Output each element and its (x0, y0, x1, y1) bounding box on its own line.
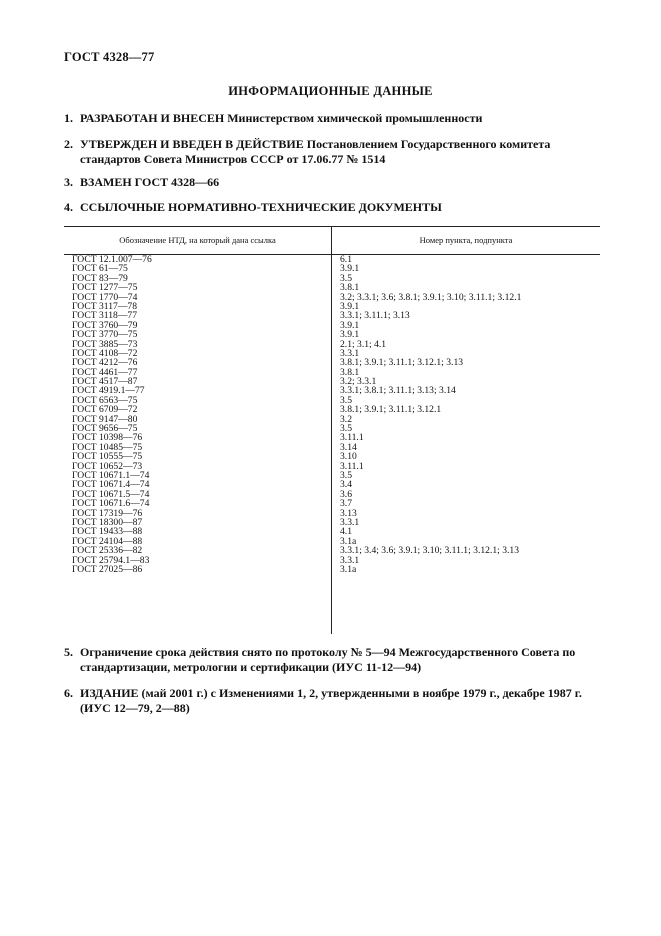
table-row (64, 386, 600, 395)
table-cell-clause: 3.5 (340, 423, 352, 435)
table-cell-clause: 3.1а (340, 535, 357, 547)
table-row (64, 293, 600, 302)
table-cell-clause: 3.7 (340, 498, 352, 510)
table-cell-document: ГОСТ 25794.1—83 (72, 554, 150, 566)
section-text: (май 2001 г.) с Изменениями 1, 2, утвержденными в ноябре 1979 г., декабре 1987 г. (ИУС 12—79, 2—88) (80, 686, 582, 715)
section-number: 3. (64, 175, 73, 189)
table-cell-document: ГОСТ 3760—79 (72, 319, 138, 331)
section-label: ВЗАМЕН ГОСТ 4328—66 (80, 175, 220, 189)
table-cell-document: ГОСТ 3118—77 (72, 310, 138, 322)
table-cell-document: ГОСТ 4517—87 (72, 376, 138, 388)
table-top-border (64, 226, 600, 227)
section-6 (64, 686, 604, 716)
table-cell-document: ГОСТ 10398—76 (72, 432, 143, 444)
table-cell-clause: 3.5 (340, 469, 352, 481)
table-row (64, 415, 600, 424)
section-text: Ограничение срока действия снято по протоколу № 5—94 Межгосударственного Совета по стандартизации, метрологии и сертификации (ИУС 11-12—94) (80, 645, 576, 674)
references-table (64, 226, 600, 634)
table-cell-document: ГОСТ 4919.1—77 (72, 385, 145, 397)
section-number: 5. (64, 645, 73, 659)
table-cell-clause: 3.3.1 (340, 554, 360, 566)
table-cell-document: ГОСТ 4461—77 (72, 366, 138, 378)
table-row (64, 518, 600, 527)
table-cell-clause: 3.8.1 (340, 282, 360, 294)
table-cell-document: ГОСТ 10671.5—74 (72, 488, 150, 500)
table-row (64, 255, 600, 264)
table-cell-clause: 3.8.1 (340, 366, 360, 378)
table-cell-document: ГОСТ 3770—75 (72, 329, 138, 341)
section-label: УТВЕРЖДЕН И ВВЕДЕН В ДЕЙСТВИЕ (80, 137, 304, 151)
section-label: РАЗРАБОТАН И ВНЕСЕН (80, 111, 225, 125)
table-cell-document: ГОСТ 10671.6—74 (72, 498, 150, 510)
table-header-document: Обозначение НТД, на который дана ссылка (119, 235, 276, 245)
table-cell-document: ГОСТ 18300—87 (72, 516, 143, 528)
table-cell-clause: 2.1; 3.1; 4.1 (340, 338, 387, 350)
table-cell-document: ГОСТ 10671.4—74 (72, 479, 150, 491)
table-cell-clause: 3.9.1 (340, 263, 360, 275)
table-row (64, 396, 600, 405)
table-cell-clause: 3.9.1 (340, 329, 360, 341)
table-row (64, 537, 600, 546)
table-row (64, 452, 600, 461)
table-cell-clause: 3.14 (340, 441, 357, 453)
table-row (64, 443, 600, 452)
section-2 (64, 137, 604, 167)
table-cell-clause: 3.4 (340, 479, 352, 491)
table-cell-document: ГОСТ 61—75 (72, 263, 128, 275)
table-cell-document: ГОСТ 19433—88 (72, 526, 143, 538)
table-row (64, 302, 600, 311)
table-cell-document: ГОСТ 9656—75 (72, 423, 138, 435)
table-cell-document: ГОСТ 17319—76 (72, 507, 143, 519)
table-cell-clause: 3.1а (340, 563, 357, 575)
table-cell-clause: 3.10 (340, 451, 357, 463)
table-cell-clause: 3.3.1; 3.8.1; 3.11.1; 3.13; 3.14 (340, 385, 456, 397)
section-text: Министерством химической промышленности (227, 111, 483, 125)
table-cell-clause: 3.11.1 (340, 460, 364, 472)
table-cell-clause: 3.2 (340, 413, 352, 425)
table-cell-clause: 3.13 (340, 507, 357, 519)
table-row (64, 358, 600, 367)
section-label: ИЗДАНИЕ (80, 686, 139, 700)
table-header-clause: Номер пункта, подпункта (419, 235, 513, 245)
table-cell-clause: 3.3.1; 3.4; 3.6; 3.9.1; 3.10; 3.11.1; 3.12.1; 3.13 (340, 545, 519, 557)
table-cell-clause: 3.9.1 (340, 300, 360, 312)
table-cell-clause: 3.9.1 (340, 319, 360, 331)
table-row (64, 274, 600, 283)
table-row (64, 321, 600, 330)
table-row (64, 556, 600, 565)
table-row (64, 509, 600, 518)
table-row (64, 330, 600, 339)
table-cell-document: ГОСТ 10555—75 (72, 451, 143, 463)
table-body (64, 255, 600, 574)
table-cell-clause: 4.1 (340, 526, 352, 538)
section-text: Постановлением Государственного комитета стандартов Совета Министров СССР от 17.06.77 № 1514 (80, 137, 551, 166)
table-row (64, 264, 600, 273)
section-number: 1. (64, 111, 73, 125)
table-cell-document: ГОСТ 9147—80 (72, 413, 138, 425)
table-cell-document: ГОСТ 4108—72 (72, 347, 138, 359)
section-3 (64, 175, 604, 190)
section-number: 6. (64, 686, 73, 700)
section-number: 2. (64, 137, 73, 151)
table-cell-clause: 3.5 (340, 272, 352, 284)
table-cell-document: ГОСТ 10485—75 (72, 441, 143, 453)
table-cell-clause: 3.3.1 (340, 347, 360, 359)
table-cell-document: ГОСТ 10652—73 (72, 460, 143, 472)
table-cell-clause: 3.6 (340, 488, 352, 500)
table-cell-document: ГОСТ 25336—82 (72, 545, 143, 557)
table-row (64, 311, 600, 320)
table-row (64, 340, 600, 349)
table-cell-document: ГОСТ 4212—76 (72, 357, 138, 369)
table-cell-clause: 3.8.1; 3.9.1; 3.11.1; 3.12.1 (340, 404, 442, 416)
table-cell-document: ГОСТ 3117—78 (72, 300, 138, 312)
table-cell-clause: 6.1 (340, 254, 352, 265)
table-cell-clause: 3.2; 3.3.1; 3.6; 3.8.1; 3.9.1; 3.10; 3.11.1; 3.12.1 (340, 291, 522, 303)
table-cell-document: ГОСТ 3885—73 (72, 338, 138, 350)
table-row (64, 433, 600, 442)
section-4 (64, 200, 604, 215)
page-title: ИНФОРМАЦИОННЫЕ ДАННЫЕ (228, 84, 433, 98)
section-1 (64, 111, 604, 126)
table-cell-document: ГОСТ 1770—74 (72, 291, 138, 303)
table-cell-document: ГОСТ 83—79 (72, 272, 128, 284)
table-cell-clause: 3.5 (340, 394, 352, 406)
table-cell-document: ГОСТ 1277—75 (72, 282, 138, 294)
table-cell-document: ГОСТ 24104—88 (72, 535, 143, 547)
section-5 (64, 645, 604, 675)
section-label: ССЫЛОЧНЫЕ НОРМАТИВНО-ТЕХНИЧЕСКИЕ ДОКУМЕНТЫ (80, 200, 442, 214)
table-row (64, 368, 600, 377)
table-cell-document: ГОСТ 10671.1—74 (72, 469, 150, 481)
table-row (64, 349, 600, 358)
table-cell-document: ГОСТ 12.1.007—76 (72, 254, 152, 265)
table-cell-clause: 3.8.1; 3.9.1; 3.11.1; 3.12.1; 3.13 (340, 357, 464, 369)
table-cell-document: ГОСТ 27025—86 (72, 563, 143, 575)
table-cell-clause: 3.2; 3.3.1 (340, 376, 377, 388)
table-cell-clause: 3.3.1; 3.11.1; 3.13 (340, 310, 410, 322)
table-cell-document: ГОСТ 6563—75 (72, 394, 138, 406)
table-row (64, 527, 600, 536)
table-cell-clause: 3.11.1 (340, 432, 364, 444)
table-row (64, 565, 600, 574)
table-cell-document: ГОСТ 6709—72 (72, 404, 138, 416)
table-row (64, 424, 600, 433)
table-row (64, 499, 600, 508)
section-number: 4. (64, 200, 73, 214)
table-row (64, 405, 600, 414)
table-cell-clause: 3.3.1 (340, 516, 360, 528)
document-code: ГОСТ 4328—77 (64, 50, 155, 64)
